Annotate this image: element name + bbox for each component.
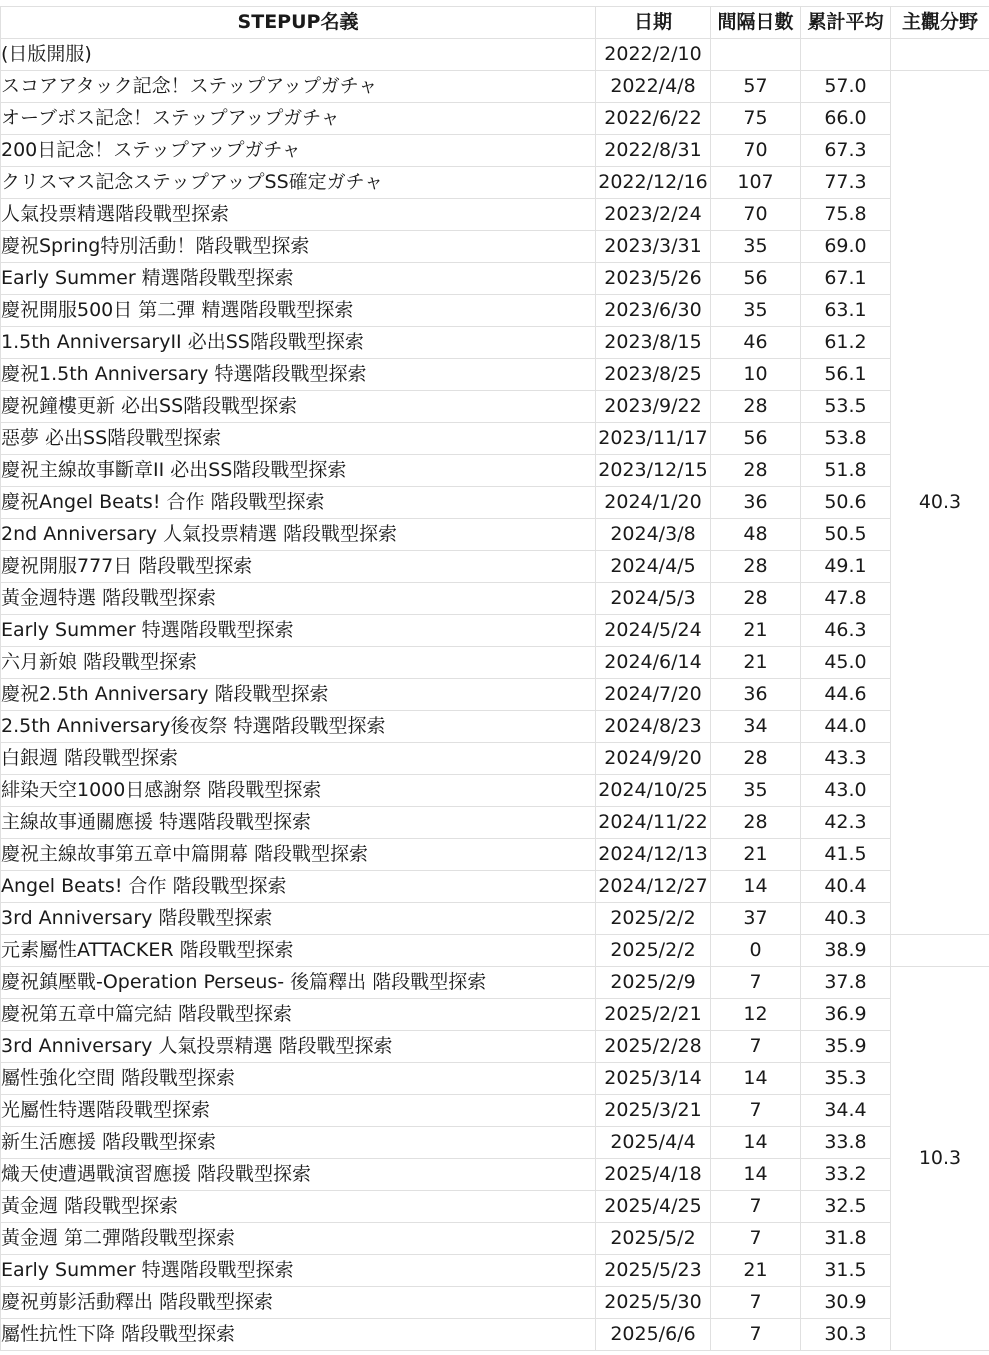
cell-avg[interactable]: 67.1	[801, 263, 891, 295]
table-row	[1, 647, 989, 679]
cell-avg[interactable]: 42.3	[801, 807, 891, 839]
table-row	[1, 807, 989, 839]
cell-avg[interactable]: 46.3	[801, 615, 891, 647]
cell-avg[interactable]: 30.3	[801, 1319, 891, 1351]
cell-date[interactable]: 2025/5/2	[596, 1223, 711, 1255]
cell-name[interactable]: 3rd Anniversary 階段戰型探索	[1, 903, 596, 935]
cell-date[interactable]: 2025/5/23	[596, 1255, 711, 1287]
table-body	[1, 39, 989, 1351]
cell-avg[interactable]: 33.8	[801, 1127, 891, 1159]
cell-date[interactable]: 2023/8/25	[596, 359, 711, 391]
cell-name[interactable]: 新生活應援 階段戰型探索	[1, 1127, 596, 1159]
table-row	[1, 1191, 989, 1223]
cell-gap[interactable]: 35	[711, 775, 801, 807]
cell-gap[interactable]: 28	[711, 551, 801, 583]
cell-date[interactable]: 2024/12/27	[596, 871, 711, 903]
cell-name[interactable]: 慶祝第五章中篇完結 階段戰型探索	[1, 999, 596, 1031]
table-row	[1, 359, 989, 391]
cell-avg[interactable]: 35.9	[801, 1031, 891, 1063]
cell-gap[interactable]: 7	[711, 1191, 801, 1223]
cell-gap[interactable]: 28	[711, 455, 801, 487]
table-row	[1, 487, 989, 519]
cell-gap[interactable]: 7	[711, 1287, 801, 1319]
cell-gap[interactable]: 21	[711, 839, 801, 871]
cell-field[interactable]	[891, 39, 989, 71]
cell-name[interactable]: 元素屬性ATTACKER 階段戰型探索	[1, 935, 596, 967]
cell-date[interactable]: 2022/8/31	[596, 135, 711, 167]
table-row	[1, 327, 989, 359]
cell-date[interactable]: 2025/2/9	[596, 967, 711, 999]
cell-name[interactable]: オーブボス記念！ステップアップガチャ	[1, 103, 596, 135]
table-row	[1, 615, 989, 647]
cell-date[interactable]: 2023/2/24	[596, 199, 711, 231]
cell-gap[interactable]: 28	[711, 807, 801, 839]
cell-date[interactable]: 2024/9/20	[596, 743, 711, 775]
cell-date[interactable]: 2023/9/22	[596, 391, 711, 423]
cell-name[interactable]: 主線故事通關應援 特選階段戰型探索	[1, 807, 596, 839]
cell-name[interactable]: 屬性抗性下降 階段戰型探索	[1, 1319, 596, 1351]
cell-gap[interactable]: 7	[711, 1319, 801, 1351]
table-row	[1, 711, 989, 743]
table-row	[1, 423, 989, 455]
table-row	[1, 39, 989, 71]
cell-gap[interactable]: 75	[711, 103, 801, 135]
cell-gap[interactable]: 14	[711, 1063, 801, 1095]
cell-avg[interactable]: 38.9	[801, 935, 891, 967]
cell-date[interactable]: 2025/6/6	[596, 1319, 711, 1351]
cell-avg[interactable]: 57.0	[801, 71, 891, 103]
cell-date[interactable]: 2024/5/3	[596, 583, 711, 615]
cell-avg[interactable]: 77.3	[801, 167, 891, 199]
cell-gap[interactable]: 57	[711, 71, 801, 103]
cell-name[interactable]: Angel Beats! 合作 階段戰型探索	[1, 871, 596, 903]
header-row	[1, 7, 989, 39]
cell-date[interactable]: 2023/6/30	[596, 295, 711, 327]
cell-avg[interactable]: 40.3	[801, 903, 891, 935]
cell-gap[interactable]: 0	[711, 935, 801, 967]
cell-gap[interactable]: 21	[711, 647, 801, 679]
cell-avg[interactable]: 34.4	[801, 1095, 891, 1127]
cell-avg[interactable]: 49.1	[801, 551, 891, 583]
cell-name[interactable]: 屬性強化空間 階段戰型探索	[1, 1063, 596, 1095]
cell-name[interactable]: 緋染天空1000日感謝祭 階段戰型探索	[1, 775, 596, 807]
cell-gap[interactable]: 7	[711, 1095, 801, 1127]
cell-avg[interactable]	[801, 39, 891, 71]
cell-name[interactable]: 白銀週 階段戰型探索	[1, 743, 596, 775]
cell-gap[interactable]: 35	[711, 231, 801, 263]
stepup-table	[0, 6, 989, 1351]
cell-date[interactable]: 2023/11/17	[596, 423, 711, 455]
cell-date[interactable]: 2023/3/31	[596, 231, 711, 263]
cell-gap[interactable]: 36	[711, 679, 801, 711]
cell-date[interactable]: 2024/7/20	[596, 679, 711, 711]
cell-date[interactable]: 2024/4/5	[596, 551, 711, 583]
cell-avg[interactable]: 41.5	[801, 839, 891, 871]
cell-date[interactable]: 2022/12/16	[596, 167, 711, 199]
cell-name[interactable]: 黃金週特選 階段戰型探索	[1, 583, 596, 615]
table-row	[1, 519, 989, 551]
cell-name[interactable]: 熾天使遭遇戰演習應援 階段戰型探索	[1, 1159, 596, 1191]
table-row	[1, 1095, 989, 1127]
cell-name[interactable]: 慶祝主線故事斷章II 必出SS階段戰型探索	[1, 455, 596, 487]
cell-name[interactable]: 慶祝1.5th Anniversary 特選階段戰型探索	[1, 359, 596, 391]
cell-date[interactable]: 2024/8/23	[596, 711, 711, 743]
cell-date[interactable]: 2024/1/20	[596, 487, 711, 519]
cell-name[interactable]: 2nd Anniversary 人氣投票精選 階段戰型探索	[1, 519, 596, 551]
table-row	[1, 935, 989, 967]
cell-date[interactable]: 2022/4/8	[596, 71, 711, 103]
table-row	[1, 839, 989, 871]
cell-name[interactable]: 慶祝Spring特別活動！階段戰型探索	[1, 231, 596, 263]
cell-date[interactable]: 2025/2/2	[596, 903, 711, 935]
cell-name[interactable]: Early Summer 特選階段戰型探索	[1, 615, 596, 647]
cell-date[interactable]: 2024/12/13	[596, 839, 711, 871]
cell-date[interactable]: 2023/12/15	[596, 455, 711, 487]
cell-name[interactable]: 人氣投票精選階段戰型探索	[1, 199, 596, 231]
table-row	[1, 967, 989, 999]
cell-date[interactable]: 2025/2/2	[596, 935, 711, 967]
cell-name[interactable]: 六月新娘 階段戰型探索	[1, 647, 596, 679]
cell-name[interactable]: (日版開服)	[1, 39, 596, 71]
cell-gap[interactable]: 28	[711, 743, 801, 775]
cell-date[interactable]: 2025/4/25	[596, 1191, 711, 1223]
cell-avg[interactable]: 44.0	[801, 711, 891, 743]
table-row	[1, 583, 989, 615]
cell-avg[interactable]: 53.5	[801, 391, 891, 423]
cell-name[interactable]: 2.5th Anniversary後夜祭 特選階段戰型探索	[1, 711, 596, 743]
cell-gap[interactable]: 10	[711, 359, 801, 391]
table-row	[1, 231, 989, 263]
cell-avg[interactable]: 53.8	[801, 423, 891, 455]
cell-date[interactable]: 2025/4/18	[596, 1159, 711, 1191]
cell-avg[interactable]: 61.2	[801, 327, 891, 359]
table-row	[1, 551, 989, 583]
cell-name[interactable]: スコアアタック記念！ステップアップガチャ	[1, 71, 596, 103]
cell-date[interactable]: 2024/3/8	[596, 519, 711, 551]
cell-gap[interactable]: 37	[711, 903, 801, 935]
cell-date[interactable]: 2023/8/15	[596, 327, 711, 359]
cell-gap[interactable]: 36	[711, 487, 801, 519]
cell-avg[interactable]: 43.0	[801, 775, 891, 807]
cell-gap[interactable]: 35	[711, 295, 801, 327]
header-name[interactable]: STEPUP名義	[1, 7, 596, 39]
cell-date[interactable]: 2025/2/21	[596, 999, 711, 1031]
cell-gap[interactable]: 34	[711, 711, 801, 743]
cell-avg[interactable]: 75.8	[801, 199, 891, 231]
table-row	[1, 263, 989, 295]
cell-name[interactable]: 慶祝鐘樓更新 必出SS階段戰型探索	[1, 391, 596, 423]
cell-name[interactable]: 黃金週 階段戰型探索	[1, 1191, 596, 1223]
cell-avg[interactable]: 44.6	[801, 679, 891, 711]
cell-date[interactable]: 2025/5/30	[596, 1287, 711, 1319]
cell-name[interactable]: 3rd Anniversary 人氣投票精選 階段戰型探索	[1, 1031, 596, 1063]
cell-date[interactable]: 2025/3/21	[596, 1095, 711, 1127]
cell-gap[interactable]: 7	[711, 967, 801, 999]
cell-field[interactable]	[891, 935, 989, 967]
table-row	[1, 71, 989, 103]
cell-name[interactable]: 光屬性特選階段戰型探索	[1, 1095, 596, 1127]
cell-date[interactable]: 2022/2/10	[596, 39, 711, 71]
table-row	[1, 135, 989, 167]
cell-gap[interactable]: 56	[711, 263, 801, 295]
header-field[interactable]: 主觀分野	[891, 7, 989, 39]
cell-name[interactable]: 黃金週 第二彈階段戰型探索	[1, 1223, 596, 1255]
table-row	[1, 1287, 989, 1319]
cell-gap[interactable]: 70	[711, 135, 801, 167]
table-row	[1, 1255, 989, 1287]
cell-date[interactable]: 2022/6/22	[596, 103, 711, 135]
cell-gap[interactable]: 56	[711, 423, 801, 455]
table-row	[1, 1319, 989, 1351]
cell-avg[interactable]: 45.0	[801, 647, 891, 679]
cell-gap[interactable]: 70	[711, 199, 801, 231]
table-row	[1, 1127, 989, 1159]
cell-gap[interactable]: 21	[711, 615, 801, 647]
cell-name[interactable]: 慶祝主線故事第五章中篇開幕 階段戰型探索	[1, 839, 596, 871]
cell-avg[interactable]: 67.3	[801, 135, 891, 167]
cell-avg[interactable]: 35.3	[801, 1063, 891, 1095]
table-row	[1, 999, 989, 1031]
cell-name[interactable]: Early Summer 精選階段戰型探索	[1, 263, 596, 295]
table-row	[1, 743, 989, 775]
cell-avg[interactable]: 33.2	[801, 1159, 891, 1191]
cell-name[interactable]: Early Summer 特選階段戰型探索	[1, 1255, 596, 1287]
cell-avg[interactable]: 37.8	[801, 967, 891, 999]
cell-name[interactable]: 慶祝剪影活動釋出 階段戰型探索	[1, 1287, 596, 1319]
cell-name[interactable]: 惡夢 必出SS階段戰型探索	[1, 423, 596, 455]
cell-avg[interactable]: 69.0	[801, 231, 891, 263]
table-row	[1, 1031, 989, 1063]
cell-avg[interactable]: 66.0	[801, 103, 891, 135]
cell-gap[interactable]: 28	[711, 391, 801, 423]
cell-name[interactable]: クリスマス記念ステップアップSS確定ガチャ	[1, 167, 596, 199]
cell-field[interactable]: 10.3	[891, 967, 989, 1351]
cell-gap[interactable]	[711, 39, 801, 71]
table-row	[1, 1159, 989, 1191]
cell-avg[interactable]: 50.6	[801, 487, 891, 519]
cell-gap[interactable]: 46	[711, 327, 801, 359]
cell-gap[interactable]: 48	[711, 519, 801, 551]
cell-date[interactable]: 2025/3/14	[596, 1063, 711, 1095]
cell-gap[interactable]: 7	[711, 1031, 801, 1063]
cell-avg[interactable]: 51.8	[801, 455, 891, 487]
cell-avg[interactable]: 40.4	[801, 871, 891, 903]
cell-date[interactable]: 2025/2/28	[596, 1031, 711, 1063]
table-row	[1, 1223, 989, 1255]
cell-date[interactable]: 2023/5/26	[596, 263, 711, 295]
cell-avg[interactable]: 36.9	[801, 999, 891, 1031]
cell-avg[interactable]: 32.5	[801, 1191, 891, 1223]
table-row	[1, 199, 989, 231]
cell-name[interactable]: 200日記念！ステップアップガチャ	[1, 135, 596, 167]
cell-name[interactable]: 慶祝開服500日 第二彈 精選階段戰型探索	[1, 295, 596, 327]
header-gap[interactable]: 間隔日數	[711, 7, 801, 39]
cell-date[interactable]: 2024/6/14	[596, 647, 711, 679]
cell-date[interactable]: 2024/10/25	[596, 775, 711, 807]
cell-avg[interactable]: 43.3	[801, 743, 891, 775]
table-row	[1, 679, 989, 711]
cell-gap[interactable]: 7	[711, 1223, 801, 1255]
cell-name[interactable]: 慶祝2.5th Anniversary 階段戰型探索	[1, 679, 596, 711]
cell-field[interactable]: 40.3	[891, 71, 989, 935]
cell-avg[interactable]: 31.8	[801, 1223, 891, 1255]
cell-gap[interactable]: 21	[711, 1255, 801, 1287]
header-date[interactable]: 日期	[596, 7, 711, 39]
table-row	[1, 871, 989, 903]
cell-avg[interactable]: 30.9	[801, 1287, 891, 1319]
cell-avg[interactable]: 63.1	[801, 295, 891, 327]
cell-gap[interactable]: 14	[711, 1159, 801, 1191]
cell-date[interactable]: 2025/4/4	[596, 1127, 711, 1159]
cell-avg[interactable]: 31.5	[801, 1255, 891, 1287]
table-row	[1, 391, 989, 423]
table-row	[1, 103, 989, 135]
cell-name[interactable]: 1.5th AnniversaryII 必出SS階段戰型探索	[1, 327, 596, 359]
table-row	[1, 775, 989, 807]
cell-gap[interactable]: 12	[711, 999, 801, 1031]
cell-gap[interactable]: 14	[711, 1127, 801, 1159]
cell-gap[interactable]: 107	[711, 167, 801, 199]
table-row	[1, 903, 989, 935]
cell-gap[interactable]: 28	[711, 583, 801, 615]
cell-name[interactable]: 慶祝Angel Beats! 合作 階段戰型探索	[1, 487, 596, 519]
header-avg[interactable]: 累計平均	[801, 7, 891, 39]
cell-avg[interactable]: 56.1	[801, 359, 891, 391]
cell-name[interactable]: 慶祝鎮壓戰-Operation Perseus- 後篇釋出 階段戰型探索	[1, 967, 596, 999]
table-row	[1, 455, 989, 487]
cell-name[interactable]: 慶祝開服777日 階段戰型探索	[1, 551, 596, 583]
table-row	[1, 1063, 989, 1095]
cell-date[interactable]: 2024/11/22	[596, 807, 711, 839]
cell-avg[interactable]: 47.8	[801, 583, 891, 615]
table-row	[1, 167, 989, 199]
table-row	[1, 295, 989, 327]
cell-date[interactable]: 2024/5/24	[596, 615, 711, 647]
cell-gap[interactable]: 14	[711, 871, 801, 903]
cell-avg[interactable]: 50.5	[801, 519, 891, 551]
